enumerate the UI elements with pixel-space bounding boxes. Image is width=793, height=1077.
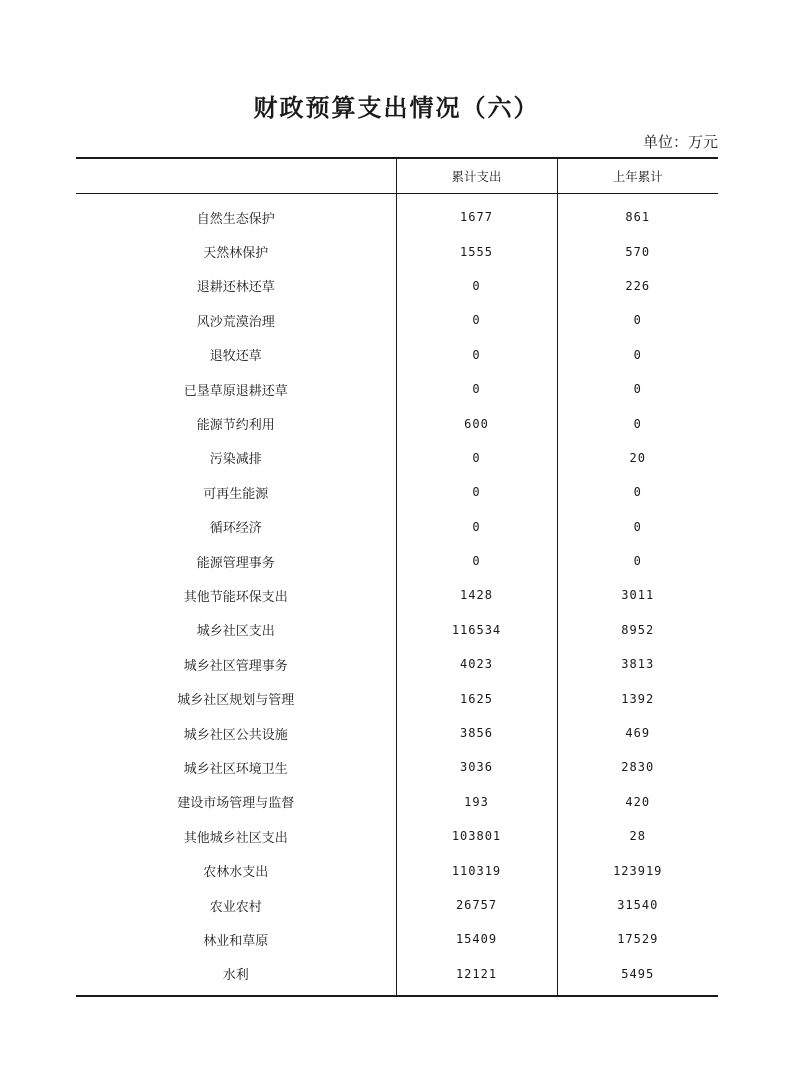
- row-cumulative-value: 0: [396, 338, 557, 372]
- row-item-name: 建设市场管理与监督: [177, 796, 295, 812]
- row-last-year-value: 420: [557, 785, 718, 819]
- row-cumulative-value: 1625: [396, 681, 557, 715]
- row-item-name: 能源节约利用: [196, 418, 275, 434]
- row-cumulative-value: 3036: [396, 750, 557, 784]
- table-row: [76, 194, 718, 235]
- table-row: [76, 750, 718, 784]
- row-cumulative-value: 0: [396, 544, 557, 578]
- page-title: 财政预算支出情况（六）: [253, 93, 540, 122]
- row-item-name: 已垦草原退耕还草: [183, 383, 288, 399]
- row-last-year-value: 0: [557, 544, 718, 578]
- row-last-year-value: 17529: [557, 922, 718, 956]
- row-item-name: 能源管理事务: [196, 555, 275, 571]
- row-last-year-value: 0: [557, 338, 718, 372]
- row-cumulative-value: 3856: [396, 716, 557, 750]
- table-header-row: [76, 158, 718, 194]
- row-item-name: 循环经济: [209, 521, 262, 537]
- row-cumulative-value: 103801: [396, 819, 557, 853]
- table-header: [76, 158, 718, 194]
- table-row: [76, 269, 718, 303]
- row-cumulative-value: 116534: [396, 613, 557, 647]
- table-row: [76, 888, 718, 922]
- budget-table-container: [76, 157, 718, 997]
- row-last-year-value: 1392: [557, 681, 718, 715]
- row-last-year-value: 5495: [557, 957, 718, 996]
- table-row: [76, 853, 718, 887]
- row-item-name: 自然生态保护: [196, 211, 275, 227]
- row-item-name: 城乡社区公共设施: [183, 727, 288, 743]
- row-item-name: 水利: [222, 968, 249, 984]
- row-cumulative-value: 600: [396, 406, 557, 440]
- row-last-year-value: 0: [557, 303, 718, 337]
- table-row: [76, 544, 718, 578]
- table-row: [76, 957, 718, 996]
- table-row: [76, 234, 718, 268]
- row-item-name: 其他节能环保支出: [183, 589, 288, 605]
- table-row: [76, 716, 718, 750]
- row-cumulative-value: 0: [396, 475, 557, 509]
- budget-table: [76, 157, 718, 997]
- row-last-year-value: 28: [557, 819, 718, 853]
- row-last-year-value: 0: [557, 510, 718, 544]
- table-row: [76, 819, 718, 853]
- row-cumulative-value: 12121: [396, 957, 557, 996]
- row-last-year-value: 20: [557, 441, 718, 475]
- row-item-name: 城乡社区支出: [196, 624, 275, 640]
- row-last-year-value: 570: [557, 234, 718, 268]
- row-cumulative-value: 193: [396, 785, 557, 819]
- header-last-year: 上年累计: [557, 158, 718, 194]
- row-last-year-value: 0: [557, 406, 718, 440]
- table-row: [76, 510, 718, 544]
- table-row: [76, 475, 718, 509]
- row-item-name: 林业和草原: [203, 933, 269, 949]
- row-cumulative-value: 0: [396, 303, 557, 337]
- row-cumulative-value: 0: [396, 269, 557, 303]
- row-last-year-value: 123919: [557, 853, 718, 887]
- row-item-name: 其他城乡社区支出: [183, 830, 288, 846]
- row-item-name: 农林水支出: [203, 865, 269, 881]
- row-last-year-value: 226: [557, 269, 718, 303]
- row-item-name: 污染减排: [209, 452, 262, 468]
- row-item-name: 城乡社区环境卫生: [183, 761, 288, 777]
- row-cumulative-value: 1428: [396, 578, 557, 612]
- table-body: [76, 194, 718, 996]
- table-row: [76, 647, 718, 681]
- row-cumulative-value: 1677: [396, 194, 557, 235]
- row-item-name: 农业农村: [209, 899, 262, 915]
- header-cumulative: 累计支出: [396, 158, 557, 194]
- unit-label: 单位：万元: [642, 133, 718, 151]
- row-item-name: 退耕还林还草: [196, 280, 275, 296]
- table-row: [76, 441, 718, 475]
- row-last-year-value: 31540: [557, 888, 718, 922]
- row-cumulative-value: 26757: [396, 888, 557, 922]
- row-item-name: 可再生能源: [203, 486, 269, 502]
- row-item-name: 城乡社区管理事务: [183, 658, 288, 674]
- row-last-year-value: 8952: [557, 613, 718, 647]
- row-cumulative-value: 4023: [396, 647, 557, 681]
- row-item-name: 退牧还草: [209, 349, 262, 365]
- table-row: [76, 785, 718, 819]
- table-row: [76, 922, 718, 956]
- table-row: [76, 578, 718, 612]
- row-last-year-value: 2830: [557, 750, 718, 784]
- row-cumulative-value: 1555: [396, 234, 557, 268]
- row-last-year-value: 0: [557, 475, 718, 509]
- row-cumulative-value: 0: [396, 372, 557, 406]
- row-cumulative-value: 110319: [396, 853, 557, 887]
- row-item-name: 城乡社区规划与管理: [177, 693, 295, 709]
- table-row: [76, 681, 718, 715]
- row-last-year-value: 0: [557, 372, 718, 406]
- header-item: [76, 158, 396, 194]
- table-row: [76, 613, 718, 647]
- row-cumulative-value: 0: [396, 510, 557, 544]
- table-row: [76, 372, 718, 406]
- row-last-year-value: 469: [557, 716, 718, 750]
- row-last-year-value: 3813: [557, 647, 718, 681]
- table-row: [76, 338, 718, 372]
- row-item-name: 风沙荒漠治理: [196, 314, 275, 330]
- table-row: [76, 303, 718, 337]
- row-item-name: 天然林保护: [203, 246, 269, 262]
- row-cumulative-value: 15409: [396, 922, 557, 956]
- row-cumulative-value: 0: [396, 441, 557, 475]
- table-row: [76, 406, 718, 440]
- row-last-year-value: 3011: [557, 578, 718, 612]
- row-last-year-value: 861: [557, 194, 718, 235]
